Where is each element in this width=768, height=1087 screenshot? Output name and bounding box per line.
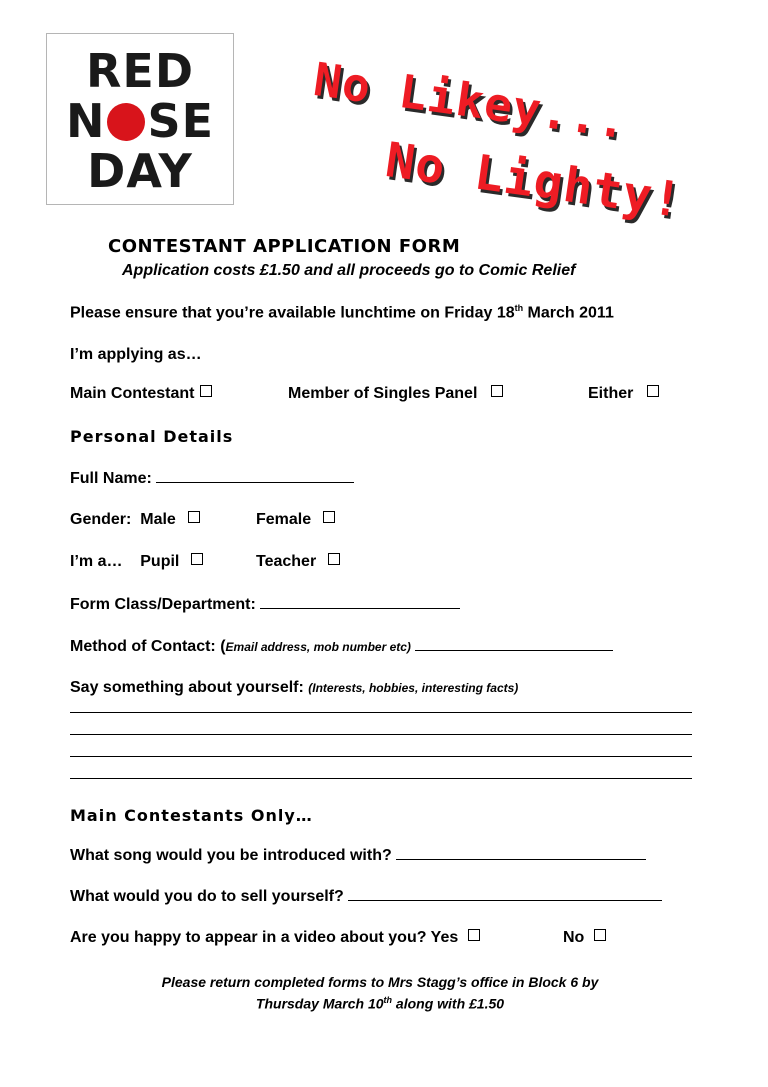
pupil-checkbox[interactable] — [191, 553, 203, 565]
contact-label: Method of Contact: — [70, 638, 216, 655]
about-input-line-3[interactable] — [70, 756, 692, 757]
video-row — [70, 929, 480, 947]
role-pupil-label: Pupil — [140, 553, 180, 570]
option-singles-panel — [288, 385, 503, 403]
contact-hint: Email address, mob number etc) — [225, 640, 411, 654]
slogan-line-2: No Lighty! — [382, 132, 687, 230]
availability-sup: th — [514, 303, 524, 313]
song-label: What song would you be introduced with? — [70, 847, 392, 864]
gender-female-option — [256, 511, 335, 529]
about-row — [70, 679, 518, 697]
song-row — [70, 846, 646, 865]
form-class-label: Form Class/Department: — [70, 596, 256, 613]
video-label: Are you happy to appear in a video about you? — [70, 929, 427, 946]
form-subtitle: Application costs £1.50 and all proceeds go to Comic Relief — [122, 262, 576, 279]
video-no-label: No — [563, 929, 585, 946]
full-name-label: Full Name: — [70, 470, 152, 487]
full-name-row — [70, 469, 354, 488]
logo-nose-se: SE — [147, 94, 215, 148]
role-label: I’m a… — [70, 553, 123, 570]
option-main-contestant — [70, 385, 212, 403]
form-class-row — [70, 595, 460, 614]
male-checkbox[interactable] — [188, 511, 200, 523]
logo-nose-n: N — [65, 94, 106, 148]
footer-fee: along with £1.50 — [392, 995, 505, 1012]
sell-row — [70, 887, 662, 906]
video-no-option — [563, 929, 606, 947]
personal-details-heading: Personal Details — [70, 427, 234, 446]
footer-date: Thursday March 10 — [255, 995, 384, 1012]
footer-date-sup: th — [383, 995, 393, 1005]
role-teacher-label: Teacher — [256, 553, 317, 570]
footer-line-1: Please return completed forms to Mrs Stagg’s office in Block 6 by — [161, 974, 599, 990]
role-row — [70, 553, 203, 571]
return-instructions — [100, 973, 660, 1013]
form-class-input[interactable] — [260, 595, 460, 609]
female-checkbox[interactable] — [323, 511, 335, 523]
about-input-line-2[interactable] — [70, 734, 692, 735]
contact-input[interactable] — [415, 637, 613, 651]
either-checkbox[interactable] — [647, 385, 659, 397]
contact-row — [70, 637, 613, 656]
video-yes-label: Yes — [430, 929, 459, 946]
red-nose-day-logo — [46, 33, 234, 205]
video-no-checkbox[interactable] — [594, 929, 606, 941]
teacher-checkbox[interactable] — [328, 553, 340, 565]
main-contestant-checkbox[interactable] — [200, 385, 212, 397]
sell-input[interactable] — [348, 887, 662, 901]
option-either — [588, 385, 659, 403]
about-input-line-1[interactable] — [70, 712, 692, 713]
main-contestants-heading: Main Contestants Only… — [70, 806, 313, 825]
contact-paren: ( — [220, 638, 226, 655]
logo-nose — [47, 96, 233, 146]
sell-label: What would you do to sell yourself? — [70, 888, 344, 905]
logo-red: RED — [85, 44, 195, 98]
applying-label: I’m applying as… — [70, 346, 202, 363]
about-label: Say something about yourself: — [70, 679, 304, 696]
logo-day: DAY — [87, 144, 193, 198]
song-input[interactable] — [396, 846, 646, 860]
option-singles-panel-label: Member of Singles Panel — [288, 385, 478, 402]
full-name-input[interactable] — [156, 469, 354, 483]
availability-tail: March 2011 — [523, 304, 614, 322]
availability-note — [70, 303, 614, 322]
role-teacher-option — [256, 553, 340, 571]
video-yes-checkbox[interactable] — [468, 929, 480, 941]
about-input-line-4[interactable] — [70, 778, 692, 779]
about-hint: (Interests, hobbies, interesting facts) — [308, 681, 519, 695]
footer-line-2 — [100, 991, 660, 1013]
form-title: CONTESTANT APPLICATION FORM — [108, 236, 461, 257]
option-either-label: Either — [588, 385, 634, 402]
red-nose-icon — [107, 103, 145, 141]
gender-row — [70, 511, 200, 529]
option-main-contestant-label: Main Contestant — [70, 385, 195, 402]
singles-panel-checkbox[interactable] — [491, 385, 503, 397]
gender-male-label: Male — [140, 511, 176, 528]
gender-label: Gender: — [70, 511, 132, 528]
availability-text: Please ensure that you’re available lunchtime on Friday 18 — [70, 304, 515, 322]
gender-female-label: Female — [256, 511, 312, 528]
slogan-line-1: No Likey... — [310, 52, 631, 150]
